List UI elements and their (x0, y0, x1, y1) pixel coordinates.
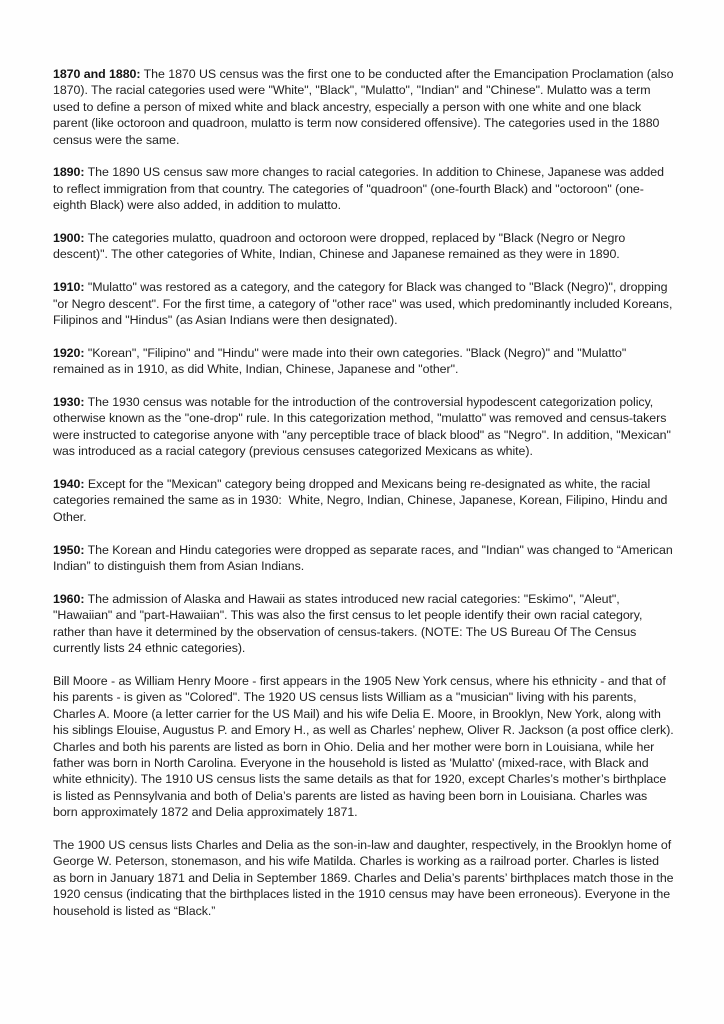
paragraph-text: The admission of Alaska and Hawaii as states introduced new racial categories: "Eskimo", "Aleut", "Hawaiian" and "part-Hawaiian". This was also the first census to let people identify their own racial category, rather than have it determined by the observation of census-takers. (NOTE: The US Bureau Of The Census currently lists 24 ethnic categories). (53, 591, 646, 656)
paragraph-1930 (53, 394, 675, 460)
paragraph-1920 (53, 345, 675, 378)
paragraph-1960 (53, 591, 675, 657)
paragraph-text: The 1930 census was notable for the introduction of the controversial hypodescent categorization policy, otherwise known as the "one-drop" rule. In this categorization method, "mulatto" was removed and census-takers were instructed to categorise anyone with "any perceptible trace of black blood" as "Negro". In addition, "Mexican" was introduced as a racial category (previous censuses categorized Mexicans as white). (53, 395, 675, 459)
paragraph-label: 1960: (53, 591, 85, 606)
paragraph-1910 (53, 279, 675, 328)
paragraph-1940 (53, 476, 675, 525)
paragraph-label: 1950: (53, 542, 85, 557)
paragraph-1900-census-household (53, 837, 675, 919)
paragraph-label: 1900: (53, 231, 85, 246)
paragraph-label: 1930: (53, 395, 85, 410)
paragraph-text: The 1890 US census saw more changes to racial categories. In addition to Chinese, Japanese was added to reflect immigration from that country. The categories of "quadroon" (one-fourth Black) and "octoroon" (one-eighth Black) were also added, in addition to mulatto. (53, 165, 668, 213)
paragraph-text: The 1870 US census was the first one to be conducted after the Emancipation Proclamation (also 1870). The racial categories used were "White", "Black", "Mulatto", "Indian" and "Chinese". Mulatto was a term used to define a person of mixed white and black ancestry, especially a person with one white and one black parent (like octoroon and quadroon, mulatto is term now considered offensive). The categories used in the 1880 census were the same. (53, 67, 677, 147)
paragraph-text: The Korean and Hindu categories were dropped as separate races, and "Indian" was changed to “American Indian” to distinguish them from Asian Indians. (53, 542, 677, 574)
paragraph-bill-moore (53, 673, 678, 821)
paragraph-1890 (53, 164, 675, 213)
paragraph-1870-1880 (53, 66, 675, 148)
paragraph-label: 1910: (53, 280, 85, 295)
paragraph-label: 1870 and 1880: (53, 67, 141, 81)
paragraph-1950 (53, 542, 675, 575)
paragraph-label: 1940: (53, 477, 85, 492)
paragraph-text: Bill Moore - as William Henry Moore - first appears in the 1905 New York census, where his ethnicity - and that of his parents - is given as "Colored". The 1920 US census lists William as a "musician" living with his parents, Charles A. Moore (a letter carrier for the US Mail) and his wife Delia E. Moore, in Brooklyn, New York, along with his siblings Elouise, Augustus P. and Emory H., as well as Charles’ nephew, Oliver R. Jackson (a post office clerk). Charles and both his parents are listed as born in Ohio. Delia and her mother were born in Louisiana, while her father was born in North Carolina. Everyone in the household is listed as 'Mulatto' (mixed-race, with Black and white ethnicity). The 1910 US census lists the same details as that for 1920, except Charles’s mother’s birthplace is listed as Pennsylvania and both of Delia’s parents are listed as having been born in Louisiana. Charles was born approximately 1872 and Delia approximately 1871. (53, 673, 678, 820)
paragraph-text: The categories mulatto, quadroon and octoroon were dropped, replaced by "Black (Negro or Negro descent)". The other categories of White, Indian, Chinese and Japanese remained as they were in 1890. (53, 231, 629, 262)
paragraph-1900 (53, 230, 675, 263)
paragraph-label: 1920: (53, 345, 85, 360)
paragraph-text: "Mulatto" was restored as a category, and the category for Black was changed to "Black (Negro)", dropping "or Negro descent". For the first time, a category of "other race" was used, which predominantly included Koreans, Filipinos and "Hindus" (as Asian Indians were then designated). (53, 280, 676, 328)
paragraph-text: Except for the "Mexican" category being dropped and Mexicans being re-designated as white, the racial categories remained the same as in 1930: White, Negro, Indian, Chinese, Japanese, Korean, Filipino, Hindu and Other. (53, 477, 671, 524)
paragraph-label: 1890: (53, 165, 85, 180)
paragraph-text: "Korean", "Filipino" and "Hindu" were made into their own categories. "Black (Negro)" and "Mulatto" remained as in 1910, as did White, Indian, Chinese, Japanese and "other". (53, 345, 630, 377)
paragraph-text: The 1900 US census lists Charles and Delia as the son-in-law and daughter, respectively, in the Brooklyn home of George W. Peterson, stonemason, and his wife Matilda. Charles is working as a railroad porter. Charles is listed as born in January 1871 and Delia in September 1869. Charles and Delia’s parents’ birthplaces match those in the 1920 census (indicating that the birthplaces listed in the 1910 census may have been erroneous). Everyone in the household is listed as “Black.” (53, 837, 677, 918)
document-body (53, 66, 678, 919)
